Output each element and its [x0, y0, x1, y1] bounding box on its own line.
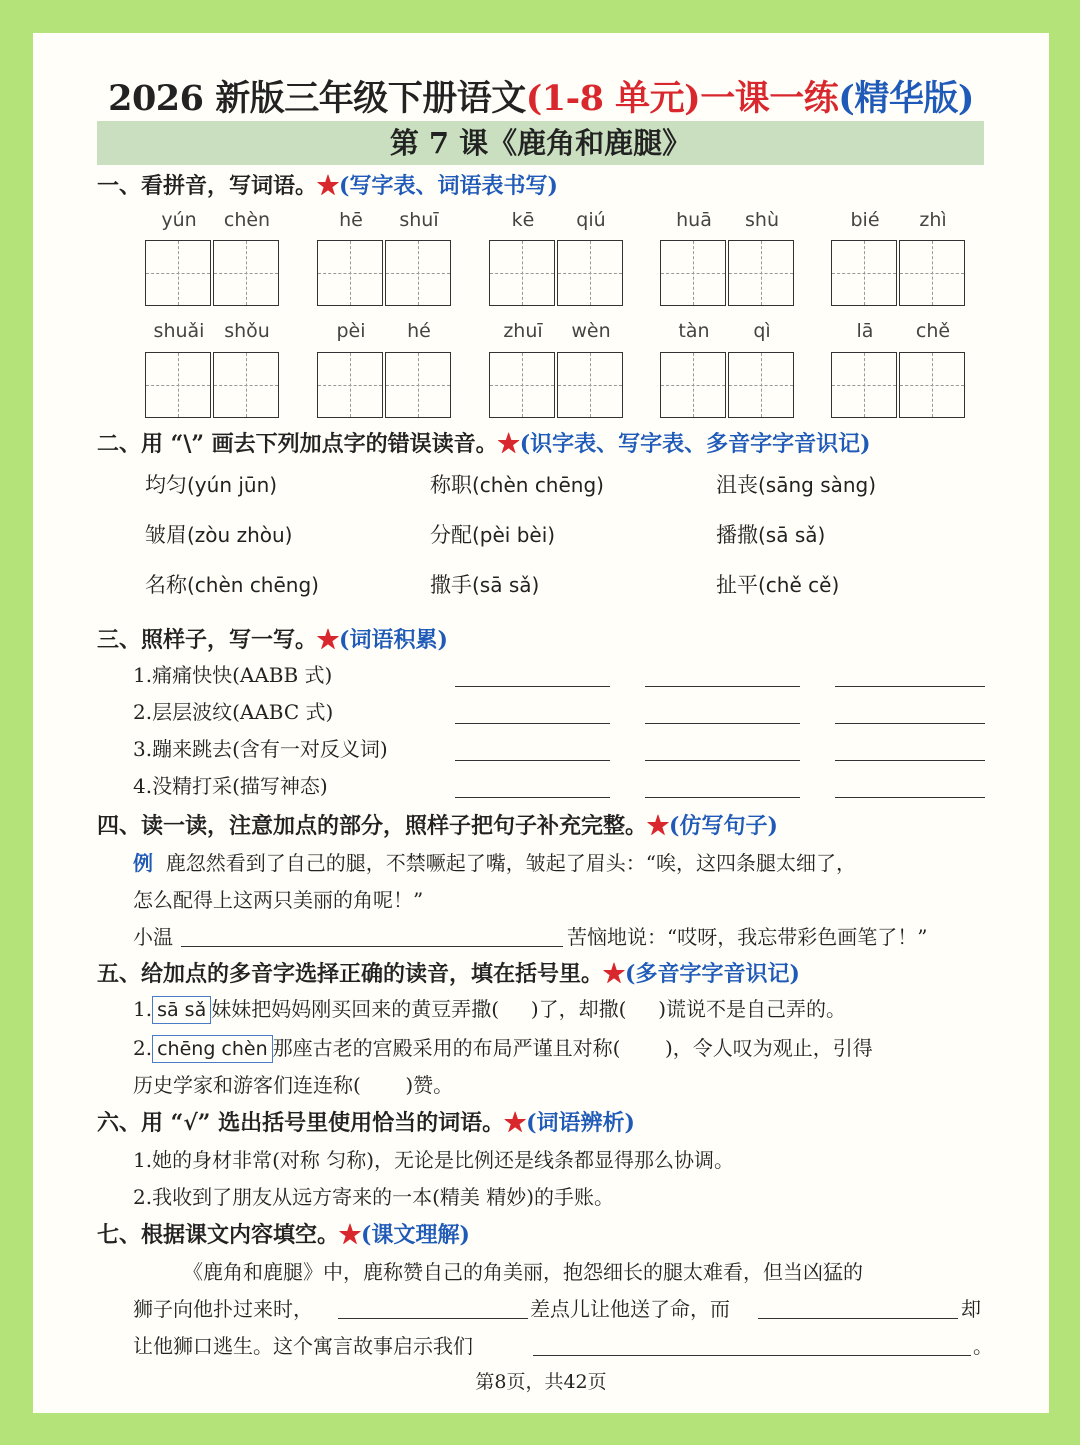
section-4-heading: 四、读一读，注意加点的部分，照样子把句子补充完整。★(仿写句子) — [97, 813, 778, 839]
writing-grid-cell[interactable] — [317, 352, 383, 418]
answer-blank[interactable] — [455, 686, 610, 687]
item-pinyin-options[interactable]: (chèn chēng) — [472, 473, 604, 497]
item-word: 撒手 — [430, 573, 472, 597]
pinyin-label: bié — [850, 209, 880, 231]
pinyin-label: qì — [753, 320, 771, 342]
lesson-title: 第 7 课《鹿角和鹿腿》 — [97, 121, 984, 165]
pinyin-label: shuī — [399, 209, 439, 231]
item-pinyin-options[interactable]: (chèn chēng) — [187, 573, 319, 597]
word-choice-question-2: 2.我收到了朋友从远方寄来的一本(精美 精妙)的手账。 — [133, 1185, 615, 1209]
answer-blank[interactable] — [645, 797, 800, 798]
example-line-1: 例 鹿忽然看到了自己的腿，不禁噘起了嘴，皱起了眉头：“唉，这四条腿太细了， — [133, 851, 856, 875]
writing-grid-cell[interactable] — [831, 352, 897, 418]
star-icon: ★ — [504, 1110, 527, 1136]
pronunciation-item — [430, 569, 539, 599]
writing-grid-cell[interactable] — [213, 352, 279, 418]
word-pattern-prompt: 1.痛痛快快(AABB 式) — [133, 663, 333, 687]
pronunciation-item — [145, 519, 292, 549]
comprehension-line-2-mid: 差点儿让他送了命，而 — [530, 1297, 730, 1321]
answer-blank[interactable] — [835, 760, 985, 761]
writing-grid-cell[interactable] — [557, 240, 623, 306]
star-icon: ★ — [317, 173, 340, 199]
title-units: (1-8 单元) — [525, 78, 701, 119]
polyphone-question-2-line-2: 历史学家和游客们连连称( )赞。 — [133, 1073, 454, 1097]
writing-grid-cell[interactable] — [385, 352, 451, 418]
title-dash: 一课一练 — [700, 78, 839, 119]
writing-grid-cell[interactable] — [899, 352, 965, 418]
pinyin-label: hé — [407, 320, 431, 342]
item-pinyin-options[interactable]: (yún jūn) — [187, 473, 278, 497]
item-word: 扯平 — [716, 573, 758, 597]
section-5-heading: 五、给加点的多音字选择正确的读音，填在括号里。★(多音字字音识记) — [97, 961, 800, 987]
sentence-blank[interactable] — [181, 946, 563, 947]
writing-grid-cell[interactable] — [728, 352, 794, 418]
pronunciation-item — [145, 569, 319, 599]
writing-grid-cell[interactable] — [660, 240, 726, 306]
answer-blank[interactable] — [455, 760, 610, 761]
pronunciation-item — [145, 469, 277, 499]
item-word: 称职 — [430, 473, 472, 497]
pinyin-label: tàn — [678, 320, 710, 342]
section-7-heading: 七、根据课文内容填空。★(课文理解) — [97, 1222, 470, 1248]
pinyin-label: hē — [339, 209, 363, 231]
word-pattern-prompt: 2.层层波纹(AABC 式) — [133, 700, 334, 724]
writing-grid-cell[interactable] — [660, 352, 726, 418]
comprehension-line-2-end: 却 — [961, 1297, 981, 1321]
section-3-heading: 三、照样子，写一写。★(词语积累) — [97, 627, 448, 653]
sentence-question-end: 苦恼地说：“哎呀，我忘带彩色画笔了！” — [567, 925, 928, 949]
answer-blank[interactable] — [455, 797, 610, 798]
pinyin-label: lā — [856, 320, 874, 342]
section-2-heading: 二、用 “\” 画去下列加点字的错误读音。★(识字表、写字表、多音字字音识记) — [97, 431, 871, 457]
answer-blank[interactable] — [645, 686, 800, 687]
word-pattern-prompt: 3.蹦来跳去(含有一对反义词) — [133, 737, 388, 761]
pinyin-label: qiú — [576, 209, 606, 231]
comprehension-blank-2[interactable] — [758, 1318, 958, 1319]
writing-grid-cell[interactable] — [557, 352, 623, 418]
item-pinyin-options[interactable]: (zòu zhòu) — [187, 523, 293, 547]
item-word: 沮丧 — [716, 473, 758, 497]
item-word: 名称 — [145, 573, 187, 597]
item-word: 皱眉 — [145, 523, 187, 547]
pronunciation-item — [716, 469, 876, 499]
answer-blank[interactable] — [645, 723, 800, 724]
star-icon: ★ — [339, 1222, 362, 1248]
title-edition: (精华版) — [838, 78, 974, 119]
word-pattern-prompt: 4.没精打采(描写神态) — [133, 774, 328, 798]
polyphone-question-1: 1. sā sǎ 妹妹把妈妈刚买回来的黄豆弄撒( )了，却撒( )谎说不是自己弄的。 — [133, 993, 846, 1024]
pinyin-label: wèn — [571, 320, 611, 342]
pinyin-label: huā — [676, 209, 712, 231]
writing-grid-cell[interactable] — [489, 240, 555, 306]
writing-grid-cell[interactable] — [145, 352, 211, 418]
pinyin-label: kē — [511, 209, 535, 231]
worksheet-page — [33, 33, 1049, 1413]
pinyin-choice-box: sā sǎ — [152, 996, 211, 1024]
item-word: 分配 — [430, 523, 472, 547]
page-number: 第8页，共42页 — [475, 1371, 607, 1393]
pinyin-label: chèn — [223, 209, 271, 231]
pinyin-label: zhì — [919, 209, 947, 231]
item-pinyin-options[interactable]: (sā sǎ) — [472, 573, 540, 597]
item-pinyin-options[interactable]: (sā sǎ) — [758, 523, 826, 547]
pronunciation-item — [716, 519, 825, 549]
answer-blank[interactable] — [835, 723, 985, 724]
writing-grid-cell[interactable] — [831, 240, 897, 306]
answer-blank[interactable] — [645, 760, 800, 761]
page-title: 2026 新版三年级下册语文(1-8 单元)一课一练(精华版) — [108, 78, 974, 119]
comprehension-line-2-start: 狮子向他扑过来时， — [133, 1297, 313, 1321]
section-6-heading: 六、用 “√” 选出括号里使用恰当的词语。★(词语辨析) — [97, 1110, 635, 1136]
star-icon: ★ — [603, 961, 626, 987]
writing-grid-cell[interactable] — [145, 240, 211, 306]
answer-blank[interactable] — [835, 797, 985, 798]
item-word: 播撒 — [716, 523, 758, 547]
pronunciation-item — [430, 469, 604, 499]
comprehension-line-3-start: 让他狮口逃生。这个寓言故事启示我们 — [133, 1334, 473, 1358]
example-line-2: 怎么配得上这两只美丽的角呢！” — [133, 888, 424, 912]
pinyin-label: shǒu — [224, 320, 270, 342]
answer-blank[interactable] — [455, 723, 610, 724]
pinyin-label: pèi — [336, 320, 366, 342]
pronunciation-item — [430, 519, 555, 549]
comprehension-line-1: 《鹿角和鹿腿》中，鹿称赞自己的角美丽，抱怨细长的腿太难看，但当凶猛的 — [183, 1260, 863, 1284]
writing-grid-cell[interactable] — [728, 240, 794, 306]
pronunciation-item — [716, 569, 839, 599]
pinyin-label: zhuī — [503, 320, 543, 342]
writing-grid-cell[interactable] — [899, 240, 965, 306]
pinyin-label: shuǎi — [153, 320, 205, 342]
item-pinyin-options[interactable]: (sāng sàng) — [758, 473, 877, 497]
comprehension-line-3-end: 。 — [973, 1334, 993, 1358]
writing-grid-cell[interactable] — [385, 240, 451, 306]
word-choice-question-1: 1.她的身材非常(对称 匀称)，无论是比例还是线条都显得那么协调。 — [133, 1148, 735, 1172]
star-icon: ★ — [497, 431, 520, 457]
star-icon: ★ — [647, 813, 670, 839]
writing-grid-cell[interactable] — [489, 352, 555, 418]
item-pinyin-options[interactable]: (pèi bèi) — [472, 523, 556, 547]
answer-blank[interactable] — [835, 686, 985, 687]
comprehension-blank-3[interactable] — [533, 1355, 971, 1356]
polyphone-question-2: 2. chēng chèn 那座古老的宫殿采用的布局严谨且对称( )，令人叹为观止，引得 — [133, 1032, 873, 1063]
example-label: 例 — [133, 851, 153, 875]
item-pinyin-options[interactable]: (chě cě) — [758, 573, 840, 597]
pinyin-choice-box: chēng chèn — [152, 1035, 273, 1063]
pinyin-label: yún — [161, 209, 197, 231]
pinyin-label: chě — [915, 320, 951, 342]
item-word: 均匀 — [145, 473, 187, 497]
writing-grid-cell[interactable] — [213, 240, 279, 306]
writing-grid-cell[interactable] — [317, 240, 383, 306]
sentence-question-start: 小温 — [133, 925, 173, 949]
section-1-heading: 一、看拼音，写词语。★(写字表、词语表书写) — [97, 173, 558, 199]
comprehension-blank-1[interactable] — [338, 1318, 528, 1319]
star-icon: ★ — [317, 627, 340, 653]
pinyin-label: shù — [745, 209, 779, 231]
